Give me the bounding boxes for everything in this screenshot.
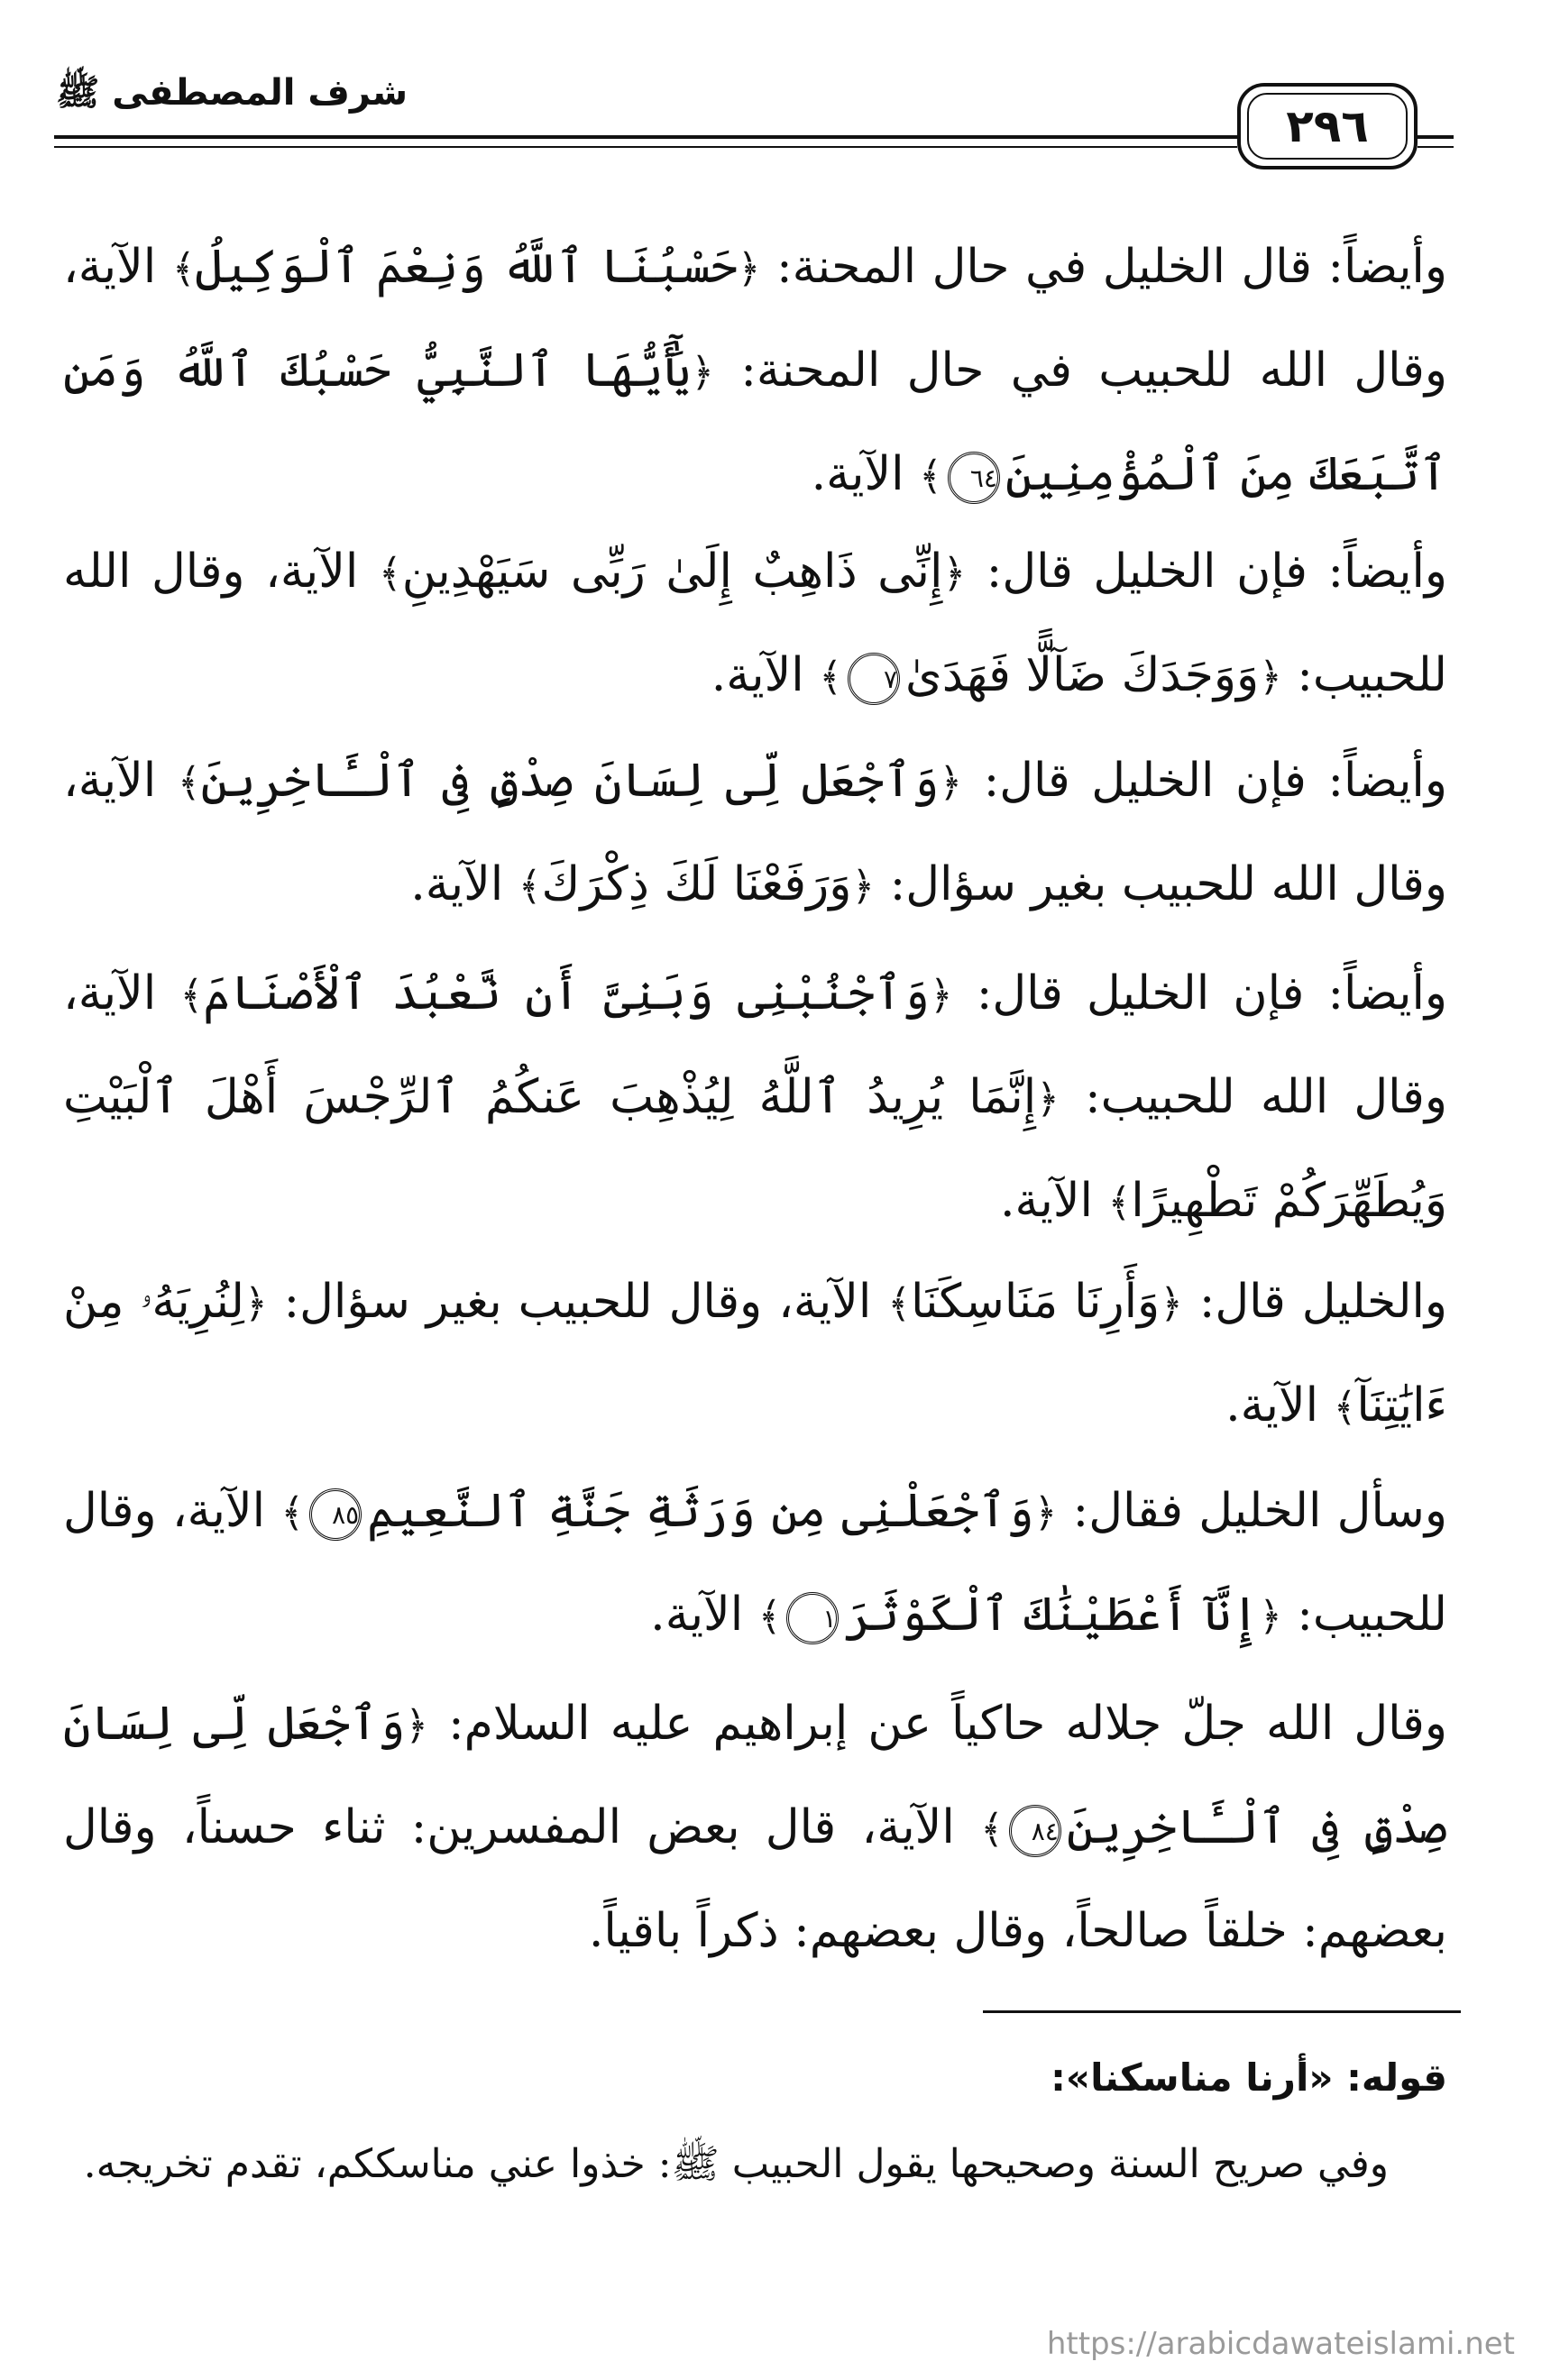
p4-verse2: إِنَّمَا يُرِيدُ ٱللَّهُ لِيُذْهِبَ عَنكُمُ ٱلرِّجْسَ أَهْلَ ٱلْبَيْتِ وَيُطَهِّرَكُمْ تَطْهِيرًا xyxy=(63,1070,1447,1228)
p3-verse1-open: ﴿ xyxy=(939,760,963,806)
paragraph-4 xyxy=(63,943,1447,1254)
p3-lead: وأيضاً: فإن الخليل قال: xyxy=(962,754,1447,808)
p5-mid: الآية، وقال للحبيب بغير سؤال: xyxy=(267,1275,888,1329)
p6-verse2-number: ١ xyxy=(786,1592,839,1644)
p4-verse2-close: ﴾ xyxy=(1107,1180,1132,1226)
p3-verse2-open: ﴿ xyxy=(851,864,876,910)
p6-verse1: وَٱجْعَلْنِى مِن وَرَثَةِ جَنَّةِ ٱلنَّعِيمِ xyxy=(367,1484,1034,1538)
p2-verse2-number: ٧ xyxy=(848,653,900,705)
p7-verse1-close: ﴾ xyxy=(980,1807,1004,1853)
paragraph-7 xyxy=(63,1673,1447,1982)
p1-tail: الآية. xyxy=(811,447,920,501)
p1-verse2-number: ٦٤ xyxy=(948,452,1000,504)
p4-verse1-close: ﴾ xyxy=(179,973,204,1019)
p2-verse1-open: ﴿ xyxy=(942,551,967,597)
p1-verse1-close: ﴾ xyxy=(171,246,196,292)
p5-verse1-open: ﴿ xyxy=(1160,1281,1183,1327)
header-rule-right-thin xyxy=(1418,146,1454,148)
p6-verse1-number: ٨٥ xyxy=(309,1488,362,1541)
p3-verse1: وَٱجْعَل لِّى لِسَانَ صِدْقٍ فِى ٱلْـَٔاخِرِينَ xyxy=(200,754,940,808)
paragraph-2 xyxy=(63,521,1447,728)
p2-verse2: وَوَجَدَكَ ضَآلًّا فَهَدَىٰ xyxy=(905,648,1260,702)
p6-verse1-close: ﴾ xyxy=(280,1490,305,1536)
p1-verse1-open: ﴿ xyxy=(737,246,761,292)
p6-lead: وسأل الخليل فقال: xyxy=(1057,1484,1447,1538)
p6-verse1-open: ﴿ xyxy=(1033,1490,1058,1536)
p7-tail: الآية، قال بعض المفسرين: ثناء حسناً، وقال بعضهم: خلقاً صالحاً، وقال بعضهم: ذكراً باقياً. xyxy=(63,1800,1447,1958)
p5-tail: الآية. xyxy=(1225,1378,1334,1433)
p6-verse2-open: ﴿ xyxy=(1259,1594,1282,1640)
header-rule-left-thick xyxy=(54,135,1237,139)
p1-verse2: يَٰٓأَيُّهَا ٱلنَّبِيُّ حَسْبُكَ ٱللَّهُ وَمَنِ ٱتَّبَعَكَ مِنَ ٱلْمُؤْمِنِينَ xyxy=(63,343,1447,501)
paragraph-3 xyxy=(63,730,1447,938)
p2-verse1: إِنِّى ذَاهِبٌ إِلَىٰ رَبِّى سَيَهْدِينِ xyxy=(401,545,943,599)
p4-verse1: وَٱجْنُبْنِى وَبَنِىَّ أَن نَّعْبُدَ ٱلْأَصْنَامَ xyxy=(203,966,930,1021)
paragraph-1 xyxy=(63,216,1447,527)
p5-lead: والخليل قال: xyxy=(1182,1275,1448,1329)
p5-verse1-close: ﴾ xyxy=(887,1281,912,1327)
p7-verse1-number: ٨٤ xyxy=(1009,1805,1061,1857)
p1-verse2-close: ﴾ xyxy=(919,453,942,499)
book-title: شرف المصطفى ﷺ xyxy=(56,72,408,114)
p1-lead: وأيضاً: قال الخليل في حال المحنة: xyxy=(760,240,1447,294)
watermark-url: https://arabicdawateislami.net xyxy=(1046,2326,1515,2362)
p2-verse2-close: ﴾ xyxy=(819,654,843,700)
p5-verse2: لِنُرِيَهُۥ مِنْ ءَايَٰتِنَآ xyxy=(63,1275,1447,1433)
p2-verse1-close: ﴾ xyxy=(378,551,402,597)
p6-mid: الآية، وقال للحبيب: xyxy=(63,1484,1447,1642)
p2-mid: الآية، وقال الله للحبيب: xyxy=(63,545,1447,702)
p2-lead: وأيضاً: فإن الخليل قال: xyxy=(966,545,1448,599)
p1-verse2-open: ﴿ xyxy=(691,350,714,396)
header-rule-left-thin xyxy=(54,146,1237,148)
p7-verse1: وَٱجْعَل لِّى لِسَانَ صِدْقٍ فِى ٱلْـَٔاخِرِينَ xyxy=(63,1697,1447,1854)
p2-verse2-open: ﴿ xyxy=(1259,654,1282,700)
p4-mid: الآية، وقال الله للحبيب: xyxy=(63,966,1447,1124)
p7-lead: وقال الله جلّ جلاله حاكياً عن إبراهيم عليه السلام: xyxy=(428,1697,1447,1751)
p7-verse1-open: ﴿ xyxy=(405,1703,429,1749)
p1-verse1: حَسْبُنَا ٱللَّهُ وَنِعْمَ ٱلْوَكِيلُ xyxy=(195,240,738,294)
p5-verse1: وَأَرِنَا مَنَاسِكَنَا xyxy=(911,1275,1161,1329)
p6-verse2: إِنَّآ أَعْطَيْنَٰكَ ٱلْكَوْثَرَ xyxy=(844,1588,1260,1642)
p3-verse1-close: ﴾ xyxy=(177,760,201,806)
p4-verse2-open: ﴿ xyxy=(1036,1076,1060,1122)
header-rule-right-thick xyxy=(1418,135,1454,139)
footnote-body: وفي صريح السنة وصحيحها يقول الحبيب ﷺ: خذوا عني مناسككم، تقدم تخريجه. xyxy=(83,2141,1389,2187)
paragraph-6 xyxy=(63,1460,1447,1668)
p6-verse2-close: ﴾ xyxy=(757,1594,782,1640)
p3-tail: الآية. xyxy=(410,857,518,911)
p2-tail: الآية. xyxy=(711,648,820,702)
footnote-title: قوله: «أرنا مناسكنا»: xyxy=(1051,2055,1447,2100)
page-number: ٢٩٦ xyxy=(1247,93,1408,160)
paragraph-5 xyxy=(63,1251,1447,1459)
p4-verse1-open: ﴿ xyxy=(929,973,953,1019)
p4-tail: الآية. xyxy=(999,1174,1108,1228)
p4-lead: وأيضاً: فإن الخليل قال: xyxy=(952,966,1447,1021)
p3-verse2-close: ﴾ xyxy=(518,864,542,910)
p3-mid: الآية، وقال الله للحبيب بغير سؤال: xyxy=(63,754,1447,911)
p1-mid: الآية، وقال الله للحبيب في حال المحنة: xyxy=(63,240,1447,398)
page-number-frame xyxy=(1237,83,1418,169)
p6-tail: الآية. xyxy=(650,1588,758,1642)
p5-verse2-open: ﴿ xyxy=(243,1281,268,1327)
p3-verse2: وَرَفَعْنَا لَكَ ذِكْرَكَ xyxy=(541,857,852,911)
p5-verse2-close: ﴾ xyxy=(1333,1385,1357,1431)
footnote-separator xyxy=(983,2010,1461,2013)
